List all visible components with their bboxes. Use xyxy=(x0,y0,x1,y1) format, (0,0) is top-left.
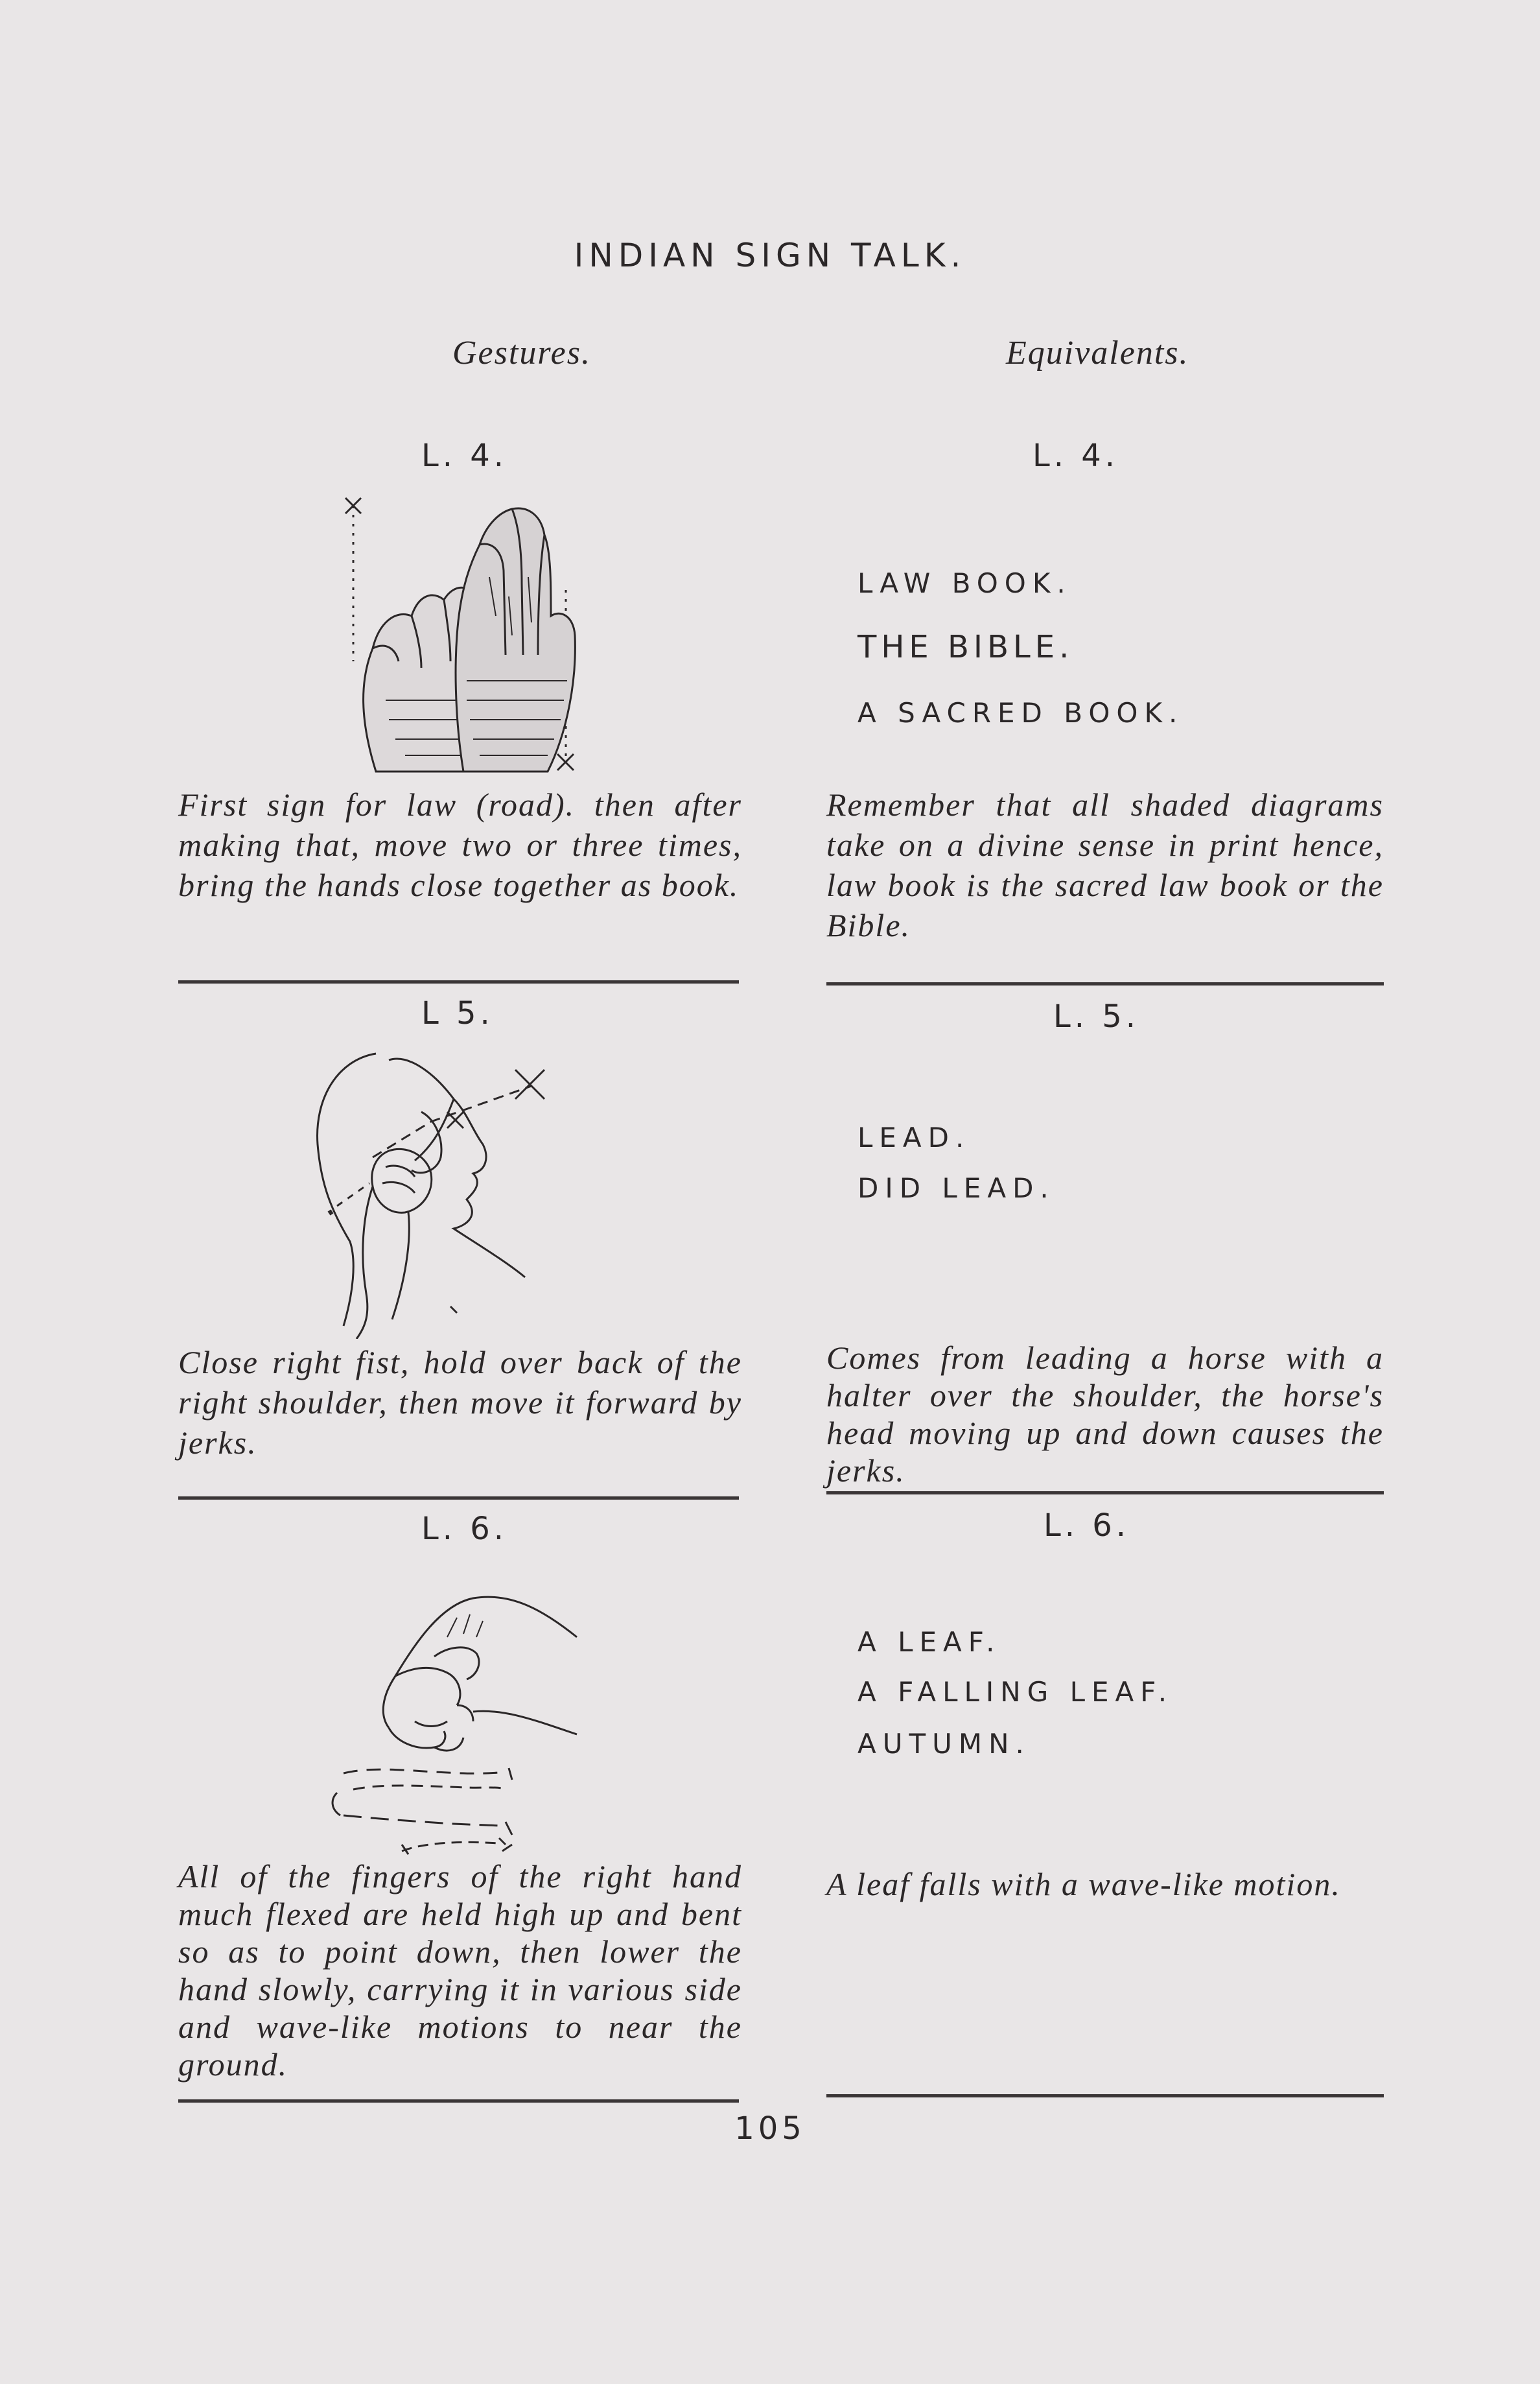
law-book-hands-illustration xyxy=(334,486,593,778)
equivalent-label-l5: L. 5. xyxy=(1053,998,1140,1035)
equivalent-law-book: LAW BOOK. xyxy=(858,567,1072,599)
page-title: INDIAN SIGN TALK. xyxy=(574,237,966,274)
divider-rule xyxy=(826,2094,1384,2097)
equivalent-a-leaf: A LEAF. xyxy=(858,1626,1001,1658)
gesture-description-l4: First sign for law (road). then after making that, move two or three times, bring the hands close together as book. xyxy=(178,786,742,903)
equivalent-label-l6: L. 6. xyxy=(1044,1507,1130,1544)
equivalent-falling-leaf: A FALLING LEAF. xyxy=(858,1676,1174,1708)
gesture-description-l5: Close right fist, hold over back of the right shoulder, then move it forward by jerks. xyxy=(178,1344,742,1461)
divider-rule xyxy=(178,2099,739,2103)
page-number: 105 xyxy=(734,2110,806,2147)
equivalent-sacred-book: A SACRED BOOK. xyxy=(858,697,1184,729)
equivalent-description-l4: Remember that all shaded diagrams take on a divine sense in print hence, law book is the sacred law book or the Bible. xyxy=(826,786,1384,943)
gesture-label-l5: L 5. xyxy=(421,995,494,1032)
equivalent-description-l6: A leaf falls with a wave-like motion. xyxy=(826,1866,1341,1902)
equivalent-did-lead: DID LEAD. xyxy=(858,1172,1055,1204)
divider-rule xyxy=(826,982,1384,985)
lead-fist-shoulder-illustration xyxy=(259,1047,726,1339)
equivalents-column-heading: Equivalents. xyxy=(1006,335,1189,372)
equivalent-description-l5: Comes from leading a horse with a halter over the shoulder, the horse's head moving up and down causes the jerks. xyxy=(826,1340,1384,1489)
gesture-label-l6: L. 6. xyxy=(421,1511,508,1547)
gestures-column-heading: Gestures. xyxy=(452,335,591,372)
equivalent-label-l4: L. 4. xyxy=(1032,438,1119,474)
divider-rule xyxy=(178,980,739,984)
gesture-description-l6: All of the fingers of the right hand much flexed are held high up and bent so as to point down, then lower the hand slowly, carrying it in various side and wave-like motions to near the ground. xyxy=(178,1858,742,2083)
equivalent-lead: LEAD. xyxy=(858,1122,971,1153)
gesture-label-l4: L. 4. xyxy=(421,438,508,474)
equivalent-autumn: AUTUMN. xyxy=(858,1728,1031,1760)
falling-leaf-hand-illustration xyxy=(318,1566,590,1864)
divider-rule xyxy=(178,1496,739,1500)
equivalent-the-bible: THE BIBLE. xyxy=(858,629,1074,665)
divider-rule xyxy=(826,1491,1384,1494)
